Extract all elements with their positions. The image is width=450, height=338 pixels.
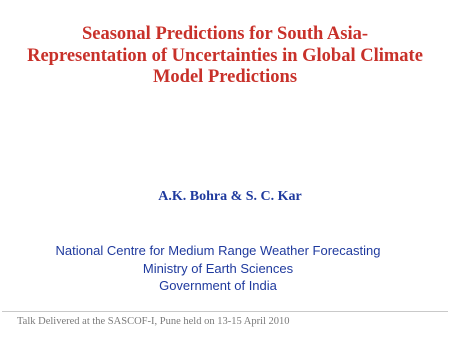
affiliation-line-3: Government of India bbox=[159, 278, 277, 293]
affiliation-line-2: Ministry of Earth Sciences bbox=[142, 260, 294, 276]
slide-footer: Talk Delivered at the SASCOF-I, Pune held on 13-15 April 2010 bbox=[17, 316, 290, 327]
slide-title bbox=[8, 24, 442, 89]
slide-authors: A.K. Bohra & S. C. Kar bbox=[158, 189, 302, 204]
slide-affiliation bbox=[0, 242, 436, 295]
slide-title-line-2: Representation of Uncertainties in Global Climate bbox=[27, 45, 423, 66]
slide-title-line-1: Seasonal Predictions for South Asia- bbox=[81, 24, 369, 44]
footer-divider bbox=[2, 311, 448, 312]
affiliation-line-1: National Centre for Medium Range Weather Forecasting bbox=[55, 243, 381, 258]
slide-title-line-3: Model Predictions bbox=[152, 67, 298, 87]
